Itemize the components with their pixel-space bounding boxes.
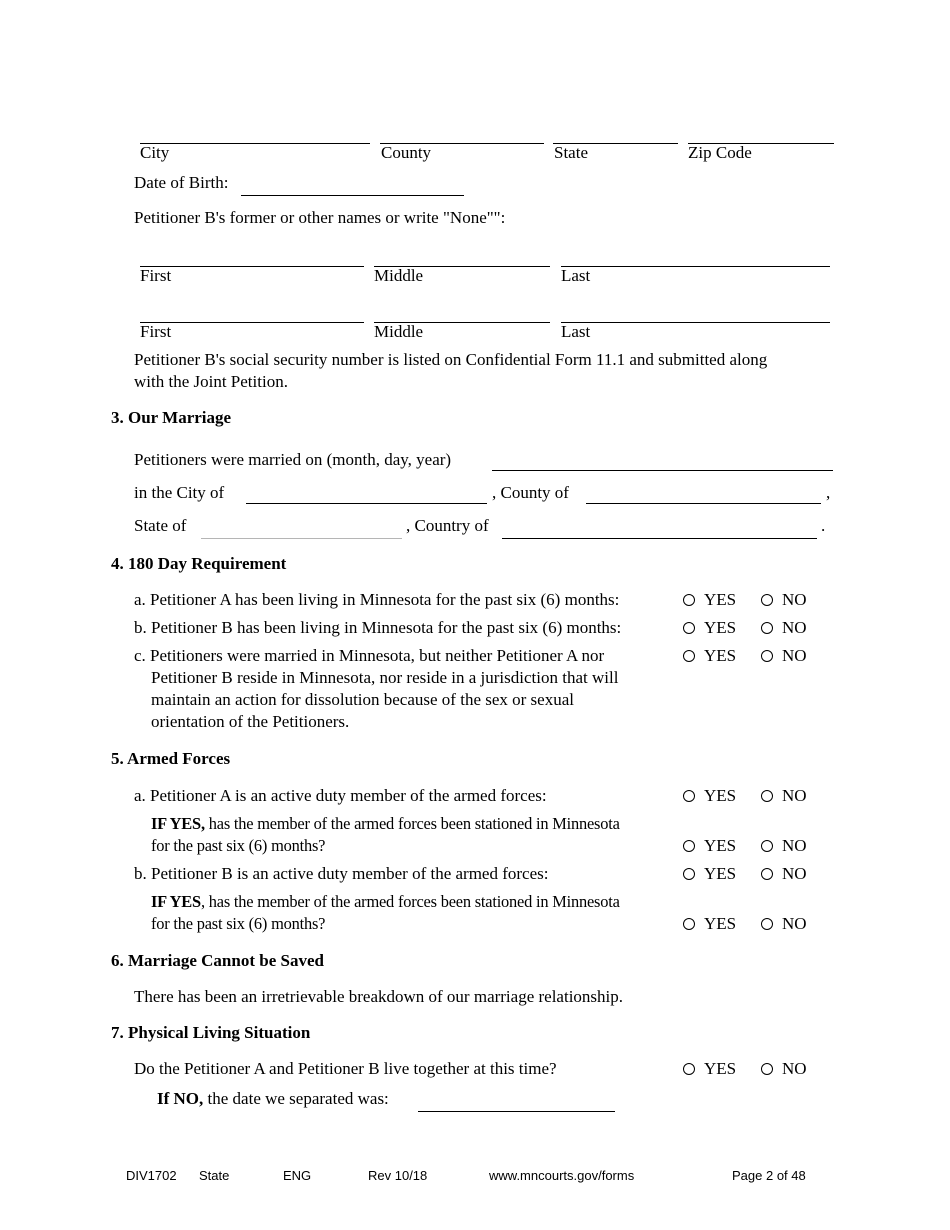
yes-radio-5a[interactable] [683, 790, 695, 802]
no-label: NO [782, 786, 807, 805]
footer-url: www.mncourts.gov/forms [489, 1168, 635, 1183]
marriage-date-field[interactable] [492, 470, 833, 471]
yes-label: YES [704, 646, 737, 665]
footer-state: State [199, 1168, 230, 1183]
married-on-label: Petitioners were married on (month, day, year) [134, 450, 452, 469]
last-label: Last [561, 266, 591, 285]
former-last-name-field-2[interactable] [561, 322, 830, 323]
no-label: NO [782, 836, 807, 855]
section-heading-marriage-cannot-be-saved: 6. Marriage Cannot be Saved [111, 951, 324, 970]
ssn-note-line2: with the Joint Petition. [134, 372, 288, 391]
period: . [821, 516, 826, 535]
no-label: NO [782, 646, 807, 665]
no-label: NO [782, 1059, 807, 1078]
yes-label: YES [704, 1059, 737, 1078]
yes-label: YES [704, 914, 737, 933]
no-label: NO [782, 590, 807, 609]
question-5a: a. Petitioner A is an active duty member of the armed forces: [134, 786, 547, 805]
marriage-county-field[interactable] [586, 503, 821, 504]
country-of-label: , Country of [406, 516, 489, 535]
footer-language: ENG [283, 1168, 312, 1183]
yes-label: YES [704, 590, 737, 609]
live-together-question: Do the Petitioner A and Petitioner B live together at this time? [134, 1059, 557, 1078]
breakdown-statement: There has been an irretrievable breakdown of our marriage relationship. [134, 987, 624, 1006]
section-heading-180-day: 4. 180 Day Requirement [111, 554, 287, 573]
footer-page-number: Page 2 of 48 [732, 1168, 806, 1183]
no-radio-5a[interactable] [761, 790, 773, 802]
if-no-separated-label [157, 1089, 389, 1109]
marriage-country-field[interactable] [502, 538, 817, 539]
yes-radio-7[interactable] [683, 1063, 695, 1075]
county-label: County [381, 143, 432, 162]
city-label: City [140, 143, 170, 162]
state-label: State [554, 143, 588, 162]
yes-radio-4a[interactable] [683, 594, 695, 606]
yes-label: YES [704, 618, 737, 637]
zip-code-label: Zip Code [688, 143, 752, 162]
former-first-name-field-1[interactable] [140, 266, 364, 267]
yes-radio-4b[interactable] [683, 622, 695, 634]
if-yes-text: has the member of the armed forces been stationed in Minnesota [204, 814, 620, 833]
question-4b: b. Petitioner B has been living in Minnesota for the past six (6) months: [134, 618, 622, 637]
former-last-name-field-1[interactable] [561, 266, 830, 267]
no-radio-4c[interactable] [761, 650, 773, 662]
no-label: NO [782, 914, 807, 933]
if-yes-5a-line2: for the past six (6) months? [151, 836, 326, 855]
former-names-label: Petitioner B's former or other names or write "None"": [134, 208, 506, 227]
section-heading-our-marriage: 3. Our Marriage [111, 408, 232, 427]
first-label: First [140, 266, 172, 285]
former-first-name-field-2[interactable] [140, 322, 364, 323]
if-yes-bold: IF YES [151, 892, 201, 911]
yes-label: YES [704, 836, 737, 855]
date-of-birth-field[interactable] [241, 195, 464, 196]
if-yes-bold: IF YES, [151, 814, 205, 833]
no-radio-7[interactable] [761, 1063, 773, 1075]
no-label: NO [782, 864, 807, 883]
question-4c-line1: c. Petitioners were married in Minnesota, but neither Petitioner A nor [134, 646, 605, 665]
footer-form-id: DIV1702 [126, 1168, 177, 1183]
yes-radio-5a-stationed[interactable] [683, 840, 695, 852]
if-yes-5b-line1 [151, 892, 620, 912]
question-4c-line3: maintain an action for dissolution because of the sex or sexual [151, 690, 574, 709]
middle-label: Middle [374, 266, 424, 285]
date-of-birth-label: Date of Birth: [134, 173, 229, 192]
question-4a: a. Petitioner A has been living in Minnesota for the past six (6) months: [134, 590, 620, 609]
yes-radio-5b-stationed[interactable] [683, 918, 695, 930]
question-5b: b. Petitioner B is an active duty member of the armed forces: [134, 864, 549, 883]
if-yes-5a-line1 [151, 814, 620, 834]
first-label: First [140, 322, 172, 341]
middle-label: Middle [374, 322, 424, 341]
if-no-text: the date we separated was: [203, 1089, 389, 1108]
yes-label: YES [704, 864, 737, 883]
no-radio-5a-stationed[interactable] [761, 840, 773, 852]
marriage-state-field[interactable] [201, 538, 402, 539]
if-yes-text: , has the member of the armed forces been stationed in Minnesota [200, 892, 620, 911]
state-of-label: State of [134, 516, 187, 535]
if-no-bold: If NO, [157, 1089, 204, 1108]
city-of-label: in the City of [134, 483, 225, 502]
if-yes-5b-line2: for the past six (6) months? [151, 914, 326, 933]
separation-date-field[interactable] [418, 1111, 615, 1112]
ssn-note-line1: Petitioner B's social security number is listed on Confidential Form 11.1 and submitted along [134, 350, 768, 369]
no-radio-4a[interactable] [761, 594, 773, 606]
no-radio-4b[interactable] [761, 622, 773, 634]
county-of-label: , County of [492, 483, 569, 502]
question-4c-line2: Petitioner B reside in Minnesota, nor reside in a jurisdiction that will [151, 668, 619, 687]
no-radio-5b-stationed[interactable] [761, 918, 773, 930]
question-4c-line4: orientation of the Petitioners. [151, 712, 350, 731]
section-heading-armed-forces: 5. Armed Forces [111, 749, 231, 768]
no-radio-5b[interactable] [761, 868, 773, 880]
last-label: Last [561, 322, 591, 341]
yes-label: YES [704, 786, 737, 805]
marriage-city-field[interactable] [246, 503, 487, 504]
yes-radio-4c[interactable] [683, 650, 695, 662]
footer-revision: Rev 10/18 [368, 1168, 428, 1183]
city-field[interactable] [140, 143, 370, 144]
section-heading-physical-living: 7. Physical Living Situation [111, 1023, 311, 1042]
comma: , [826, 483, 831, 502]
no-label: NO [782, 618, 807, 637]
yes-radio-5b[interactable] [683, 868, 695, 880]
